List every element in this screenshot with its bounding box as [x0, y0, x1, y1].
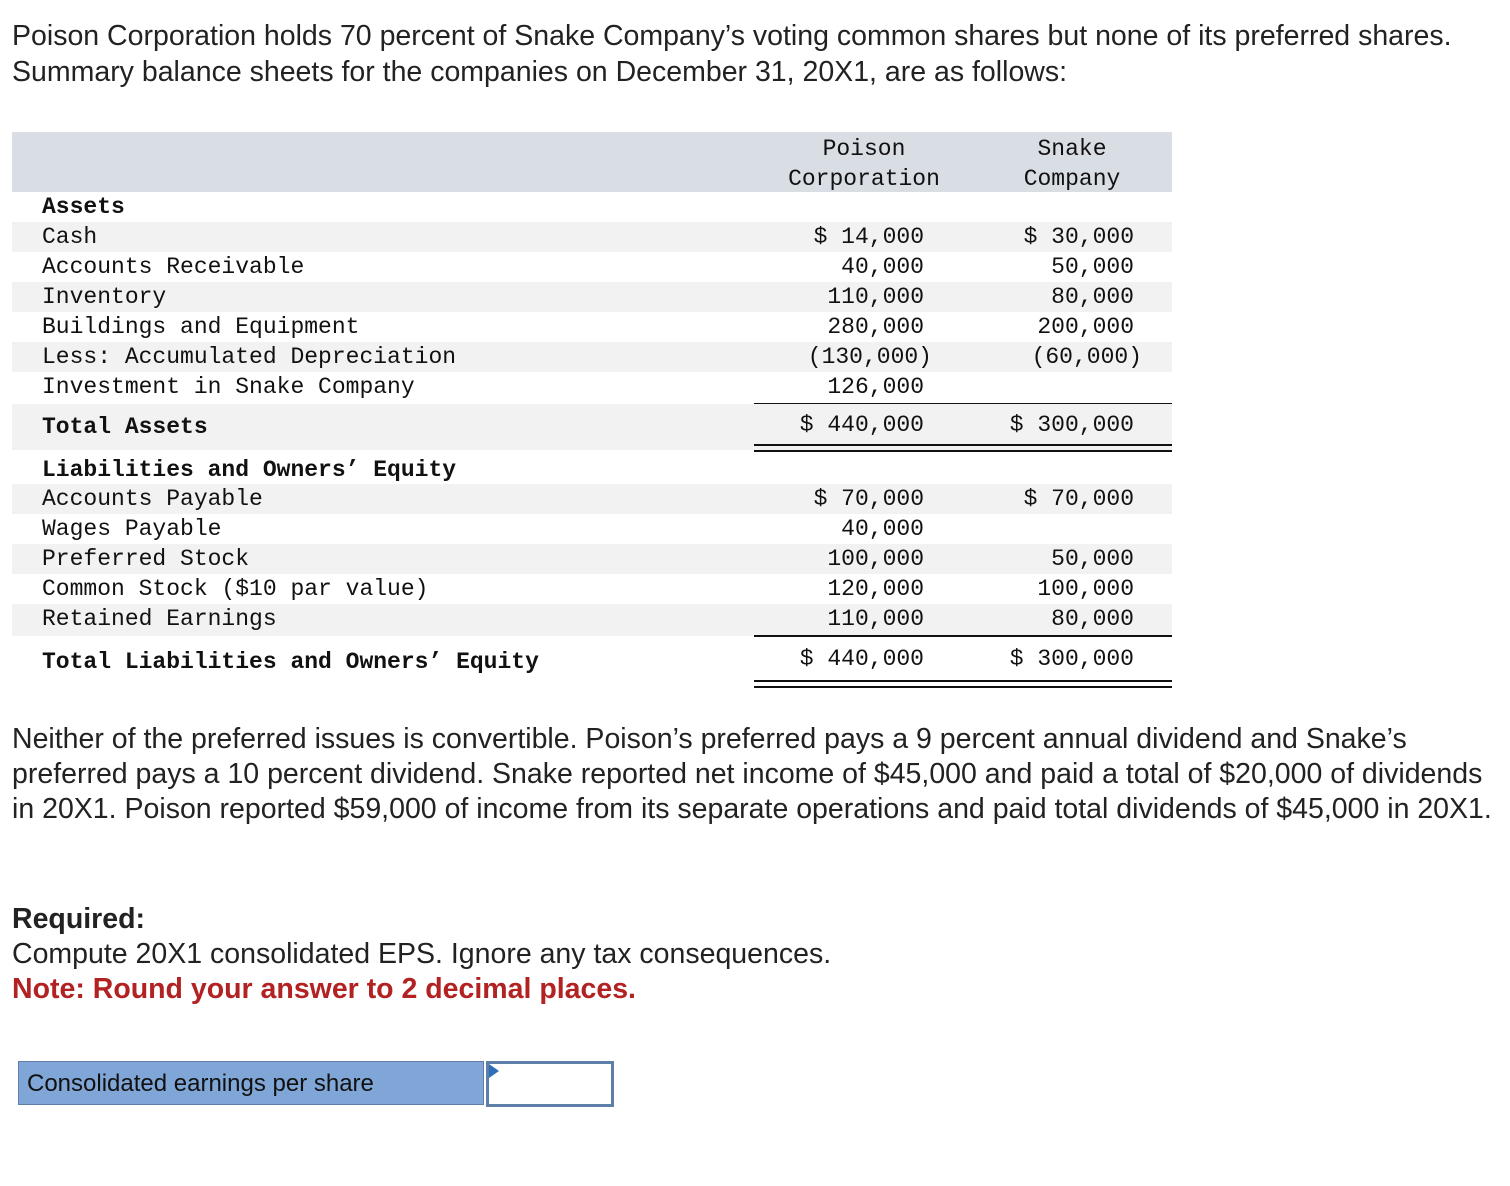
table-row	[12, 282, 1172, 312]
snake-value: 50,000	[1051, 254, 1134, 280]
table-row	[12, 252, 1172, 282]
table-row	[12, 574, 1172, 604]
problem-paragraph: Neither of the preferred issues is convertible. Poison’s preferred pays a 9 percent annual dividend and Snake’s preferred pays a 10 percent dividend. Snake reported net income of $45,000 and paid a total of $20,000 of dividends in 20X1. Poison reported $59,000 of income from its separate operations and paid total dividends of $45,000 in 20X1.	[12, 723, 1492, 825]
table-row	[12, 222, 1172, 252]
table-row	[12, 544, 1172, 574]
poison-value: $ 70,000	[813, 486, 924, 512]
row-label: Inventory	[42, 284, 167, 310]
poison-value: $ 440,000	[799, 412, 924, 438]
poison-value: 280,000	[827, 314, 924, 340]
snake-value: 100,000	[1037, 576, 1134, 602]
poison-value: 100,000	[827, 546, 924, 572]
assets-heading-row	[12, 192, 1172, 222]
total-liab-row	[12, 636, 1172, 684]
answer-field-wrapper[interactable]	[486, 1061, 614, 1107]
snake-value: $ 300,000	[1009, 412, 1134, 438]
answer-row	[18, 1061, 614, 1107]
row-label: Total Assets	[42, 414, 208, 440]
snake-value: (60,000)	[1031, 344, 1142, 370]
snake-value: 80,000	[1051, 606, 1134, 632]
table-row	[12, 372, 1172, 404]
required-heading: Required:	[12, 903, 146, 935]
answer-label: Consolidated earnings per share	[18, 1061, 484, 1105]
poison-value: 110,000	[827, 606, 924, 632]
table-row	[12, 604, 1172, 636]
poison-value: 110,000	[827, 284, 924, 310]
snake-value: 50,000	[1051, 546, 1134, 572]
row-label: Wages Payable	[42, 516, 222, 542]
eps-answer-input[interactable]	[489, 1064, 611, 1104]
table-row	[12, 342, 1172, 372]
row-label: Accounts Payable	[42, 486, 263, 512]
row-label: Common Stock ($10 par value)	[42, 576, 429, 602]
liab-heading-row	[12, 450, 1172, 484]
col-header-poison-line2: Corporation	[788, 166, 940, 192]
assets-heading: Assets	[42, 194, 125, 220]
poison-value: 120,000	[827, 576, 924, 602]
poison-value: $ 440,000	[799, 646, 924, 672]
col-header-poison	[754, 134, 974, 194]
col-header-poison-line1: Poison	[822, 136, 906, 162]
table-header	[12, 132, 1172, 192]
total-rule	[754, 680, 1172, 688]
col-header-snake-line2: Company	[1023, 166, 1121, 192]
poison-value: 40,000	[841, 254, 924, 280]
poison-value: 126,000	[827, 374, 924, 400]
snake-value: 80,000	[1051, 284, 1134, 310]
row-label: Preferred Stock	[42, 546, 250, 572]
snake-value: $ 30,000	[1023, 224, 1134, 250]
table-row	[12, 312, 1172, 342]
total-assets-row	[12, 404, 1172, 450]
row-label: Investment in Snake Company	[42, 374, 415, 400]
balance-sheet-table	[12, 132, 1172, 684]
row-label: Accounts Receivable	[42, 254, 305, 280]
snake-value: $ 70,000	[1023, 486, 1134, 512]
liab-heading: Liabilities and Owners’ Equity	[42, 457, 457, 483]
row-label: Less: Accumulated Depreciation	[42, 344, 457, 370]
required-text: Compute 20X1 consolidated EPS. Ignore any tax consequences.	[12, 938, 832, 970]
table-row	[12, 484, 1172, 514]
col-header-snake-line1: Snake	[1037, 136, 1107, 162]
poison-value: 40,000	[841, 516, 924, 542]
row-label: Cash	[42, 224, 98, 250]
row-label: Total Liabilities and Owners’ Equity	[42, 649, 539, 675]
intro-text: Poison Corporation holds 70 percent of Snake Company’s voting common shares but none of its preferred shares. Summary balance sheets for the companies on December 31, 20X1, are as follows:	[12, 20, 1452, 88]
col-header-snake	[962, 134, 1182, 194]
row-label: Retained Earnings	[42, 606, 277, 632]
table-row	[12, 514, 1172, 544]
poison-value: $ 14,000	[813, 224, 924, 250]
snake-value: $ 300,000	[1009, 646, 1134, 672]
row-label: Buildings and Equipment	[42, 314, 360, 340]
poison-value: (130,000)	[807, 344, 932, 370]
rounding-note: Note: Round your answer to 2 decimal places.	[12, 973, 636, 1005]
snake-value: 200,000	[1037, 314, 1134, 340]
